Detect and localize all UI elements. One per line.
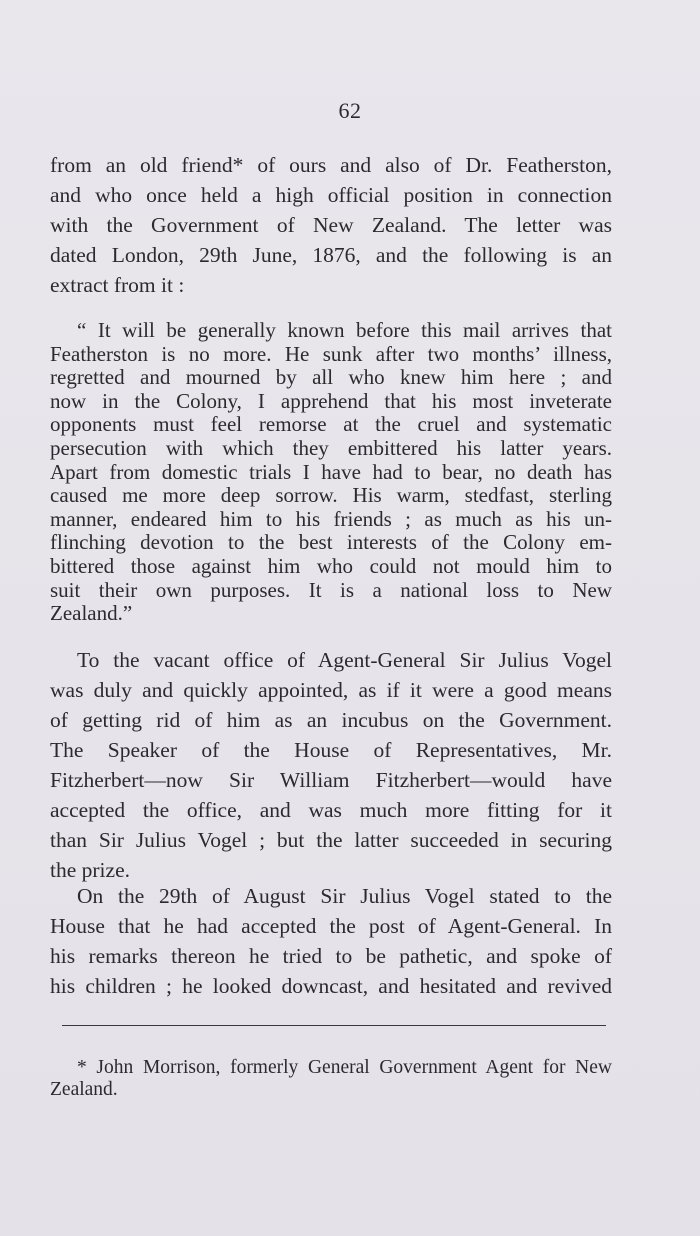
text-line: On the 29th of August Sir Julius Vogel stated to the xyxy=(77,884,612,908)
quote-line: opponents must feel remorse at the cruel and systematic xyxy=(50,412,612,437)
text-line: extract from it : xyxy=(50,273,185,297)
quote-line: regretted and mourned by all who knew him here ; and xyxy=(50,365,612,390)
quote-line: “ It will be generally known before this mail arrives that xyxy=(77,318,612,342)
text-line: the prize. xyxy=(50,858,130,882)
footnote-line: * John Morrison, formerly General Government Agent for New xyxy=(77,1057,612,1078)
paragraph-2 xyxy=(50,645,612,885)
quote-line: Zealand.” xyxy=(50,601,133,626)
quote-line: flinching devotion to the best interests of the Colony em- xyxy=(50,530,612,555)
text-line: and who once held a high official position in connection xyxy=(50,183,612,207)
text-line: from an old friend* of ours and also of Dr. Featherston, xyxy=(50,153,612,177)
quote-line: bittered those against him who could not mould him to xyxy=(50,553,612,578)
text-line: his children ; he looked downcast, and hesitated and revived xyxy=(50,974,612,998)
quote-line: caused me more deep sorrow. His warm, stedfast, sterling xyxy=(50,483,612,508)
text-line: Fitzherbert—now Sir William Fitzherbert—would have xyxy=(50,768,612,792)
paragraph-1 xyxy=(50,150,612,300)
text-line: To the vacant office of Agent-General Sir Julius Vogel xyxy=(77,648,612,672)
quote-line: Featherston is no more. He sunk after two months’ illness, xyxy=(50,341,612,366)
text-line: dated London, 29th June, 1876, and the following is an xyxy=(50,243,612,267)
text-line: The Speaker of the House of Representatives, Mr. xyxy=(50,738,612,762)
text-line: his remarks thereon he tried to be pathetic, and spoke of xyxy=(50,944,612,968)
footnote-line: Zealand. xyxy=(50,1079,118,1100)
quote-line: now in the Colony, I apprehend that his most inveterate xyxy=(50,388,612,413)
quote-line: Apart from domestic trials I have had to bear, no death has xyxy=(50,459,612,484)
paragraph-3 xyxy=(50,881,612,1001)
text-line: than Sir Julius Vogel ; but the latter succeeded in securing xyxy=(50,828,612,852)
text-line: with the Government of New Zealand. The letter was xyxy=(50,213,612,237)
page-number: 62 xyxy=(338,98,362,123)
footnote-divider xyxy=(62,1025,606,1026)
text-line: of getting rid of him as an incubus on the Government. xyxy=(50,708,612,732)
footnote xyxy=(50,1057,612,1101)
text-line: accepted the office, and was much more fitting for it xyxy=(50,798,612,822)
quote-line: manner, endeared him to his friends ; as much as his un- xyxy=(50,506,612,531)
quote-line: suit their own purposes. It is a national loss to New xyxy=(50,577,612,602)
quote-line: persecution with which they embittered his latter years. xyxy=(50,435,612,460)
text-line: was duly and quickly appointed, as if it were a good means xyxy=(50,678,612,702)
text-line: House that he had accepted the post of Agent-General. In xyxy=(50,914,612,938)
quoted-letter xyxy=(50,319,612,626)
